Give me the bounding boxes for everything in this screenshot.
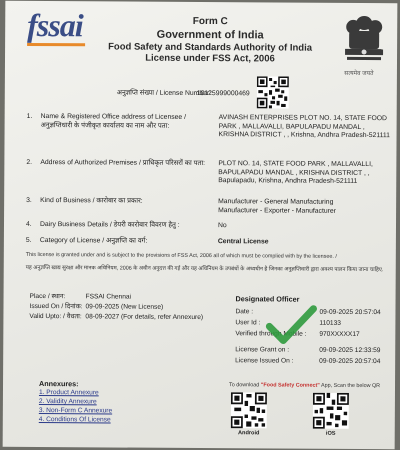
app-download-prefix: To download [229, 382, 261, 389]
license-issued-label: License Issued On : [235, 357, 294, 365]
officer-date-value: 09-09-2025 20:57:04 [319, 308, 381, 317]
issued-on-value: 09-09-2025 (New License) [85, 303, 164, 311]
license-grant-value: 09-09-2025 12:33:59 [319, 346, 381, 355]
app-download-suffix: App, Scan the below QR [319, 382, 381, 390]
officer-verified-value: 970XXXXX17 [319, 330, 360, 338]
annexure-link-non-form-c[interactable]: 3. Non-Form C Annexure [38, 407, 113, 415]
field-5-value: Central License [217, 238, 269, 246]
ios-qr-code-icon[interactable] [313, 393, 349, 429]
annexure-link-product[interactable]: 1. Product Annexure [38, 389, 99, 397]
place-label: Place / स्थान: [29, 292, 66, 301]
field-1-label: Name & Registered Office address of Licensee / अनुज्ञप्तिधारी के पंजीकृत कार्यालय का नाम और पता: [40, 113, 187, 130]
license-number-value: 10125999000469 [196, 89, 250, 98]
license-qr-code-icon [257, 76, 289, 108]
valid-upto-label: Valid Upto: / वैधता: [29, 312, 82, 321]
officer-date-label: Date : [235, 308, 254, 316]
license-notice-english: This license is granted under and is subject to the provisions of FSS Act, 2006 all of which must be complied with by the licensee. / [25, 251, 337, 260]
issued-on-label: Issued On / दिनांक: [29, 302, 83, 311]
ios-label: iOS [325, 430, 336, 437]
license-document [3, 1, 398, 449]
android-qr-code-icon[interactable] [231, 392, 267, 428]
designated-officer-title: Designated Officer [235, 294, 300, 304]
national-emblem-icon [339, 11, 389, 69]
field-2-label: Address of Authorized Premises / प्राधिकृत परिसरों का पता: [40, 159, 206, 168]
field-3-value: Manufacturer - General Manufacturing Manufacturer - Exporter - Manufacturer [218, 198, 336, 215]
field-2-number: 2. [26, 158, 33, 166]
field-4-label: Dairy Business Details / डेयरी कारोबार विवरण हेतु : [39, 221, 180, 229]
officer-userid-value: 110133 [319, 319, 341, 327]
officer-userid-label: User Id : [235, 319, 261, 327]
license-number-label: अनुज्ञप्ति संख्या / License Number: [116, 89, 212, 98]
license-issued-value: 09-09-2025 20:57:04 [319, 357, 381, 366]
emblem-caption: सत्यमेव जयते [344, 70, 374, 78]
annexures-title: Annexures: [39, 379, 79, 389]
license-notice-hindi: यह अनुज्ञप्ति खाद्य सुरक्षा और मानक अधिनियम, 2006 के अधीन अनुदत्त की गई और यह अधिनियम के उपबंधों के अध्यधीन है जिनका अनुज्ञप्तिधारी द्वारा अवश्य पालन किया जाना चाहिए. [25, 264, 384, 274]
field-5-label: Category of License / अनुज्ञप्ति का वर्ग: [39, 237, 148, 245]
android-label: Android [237, 430, 260, 437]
fssai-logo-text: fssai [27, 6, 83, 44]
license-grant-label: License Grant on : [235, 346, 290, 354]
field-3-label: Kind of Business / कारोबार का प्रकार: [40, 197, 143, 205]
officer-verified-label: Verified through Mobile : [235, 330, 307, 338]
field-4-value: No [217, 222, 227, 230]
field-1-value: AVINASH ENTERPRISES PLOT NO. 14, STATE FOOD PARK , MALLAVALLI, BAPULAPADU MANDAL , KRISHNA DISTRICT , , Krishna, Andhra Pradesh-521111 [218, 114, 390, 140]
field-1-number: 1. [26, 112, 33, 120]
annexure-link-validity[interactable]: 2. Validity Annexure [38, 398, 97, 406]
digital-signature-check-icon [265, 302, 317, 346]
field-4-number: 4. [25, 220, 32, 228]
field-3-number: 3. [26, 196, 32, 204]
field-2-value: PLOT NO. 14, STATE FOOD PARK , MALLAVALLI, BAPULAPADU MANDAL , KRISHNA DISTRICT , , Bapulapadu, Krishna, Andhra Pradesh-521111 [218, 160, 373, 185]
field-5-number: 5. [25, 236, 32, 244]
app-download-text [229, 382, 393, 389]
annexure-link-conditions[interactable]: 4. Conditions Of License [38, 416, 111, 424]
government-title: Government of India [156, 28, 264, 42]
valid-upto-value: 08-09-2027 (For details, refer Annexure) [85, 313, 204, 322]
act-title: License under FSS Act, 2006 [145, 52, 275, 65]
form-title: Form C [192, 15, 228, 28]
place-value: FSSAI Chennai [85, 293, 132, 301]
app-name: "Food Safety Connect" [260, 382, 320, 389]
authority-title: Food Safety and Standards Authority of India [108, 41, 313, 54]
